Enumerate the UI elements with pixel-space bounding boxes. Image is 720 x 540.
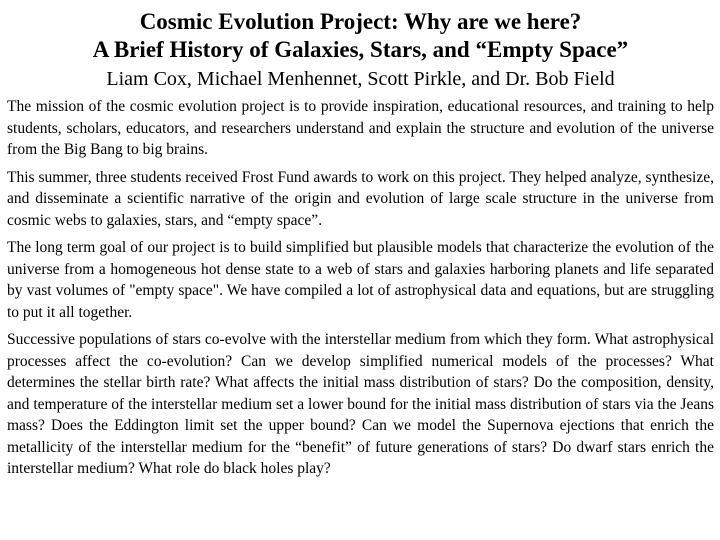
paragraph-mission: The mission of the cosmic evolution project is to provide inspiration, educational resources, and training to help students, scholars, educators, and researchers understand and explain the structure and evolution of the universe from the Big Bang to big brains. [7, 98, 714, 158]
author-list: Liam Cox, Michael Menhennet, Scott Pirkle, and Dr. Bob Field [106, 68, 615, 90]
paragraph-research-questions: Successive populations of stars co-evolve with the interstellar medium from which they form. What astrophysical processes affect the co-evolution? Can we develop simplified numerical models of the processes? What determines the stellar birth rate? What affects the initial mass distribution of stars? Do the composition, density, and temperature of the interstellar medium set a lower bound for the initial mass distribution of stars via the Jeans mass? Does the Eddington limit set the upper bound? Can we model the Supernova ejections that enrich the metallicity of the interstellar medium for the “benefit” of future generations of stars? Do dwarf stars enrich the interstellar medium? What role do black holes play? [7, 331, 714, 477]
paragraph-summer-awards: This summer, three students received Frost Fund awards to work on this project. They helped analyze, synthesize, and disseminate a scientific narrative of the origin and evolution of large scale structure in the universe from cosmic webs to galaxies, stars, and “empty space”. [7, 168, 714, 229]
paragraph-long-term-goal: The long term goal of our project is to build simplified but plausible models that characterize the evolution of the universe from a homogeneous hot dense state to a web of stars and galaxies harboring planets and life separated by vast volumes of "empty space". We have compiled a lot of astrophysical data and equations, but are struggling to put it all together. [7, 239, 714, 321]
title-line-1: Cosmic Evolution Project: Why are we here? [139, 9, 582, 34]
title-line-2: A Brief History of Galaxies, Stars, and “Empty Space” [92, 37, 629, 62]
page-title [7, 8, 714, 64]
